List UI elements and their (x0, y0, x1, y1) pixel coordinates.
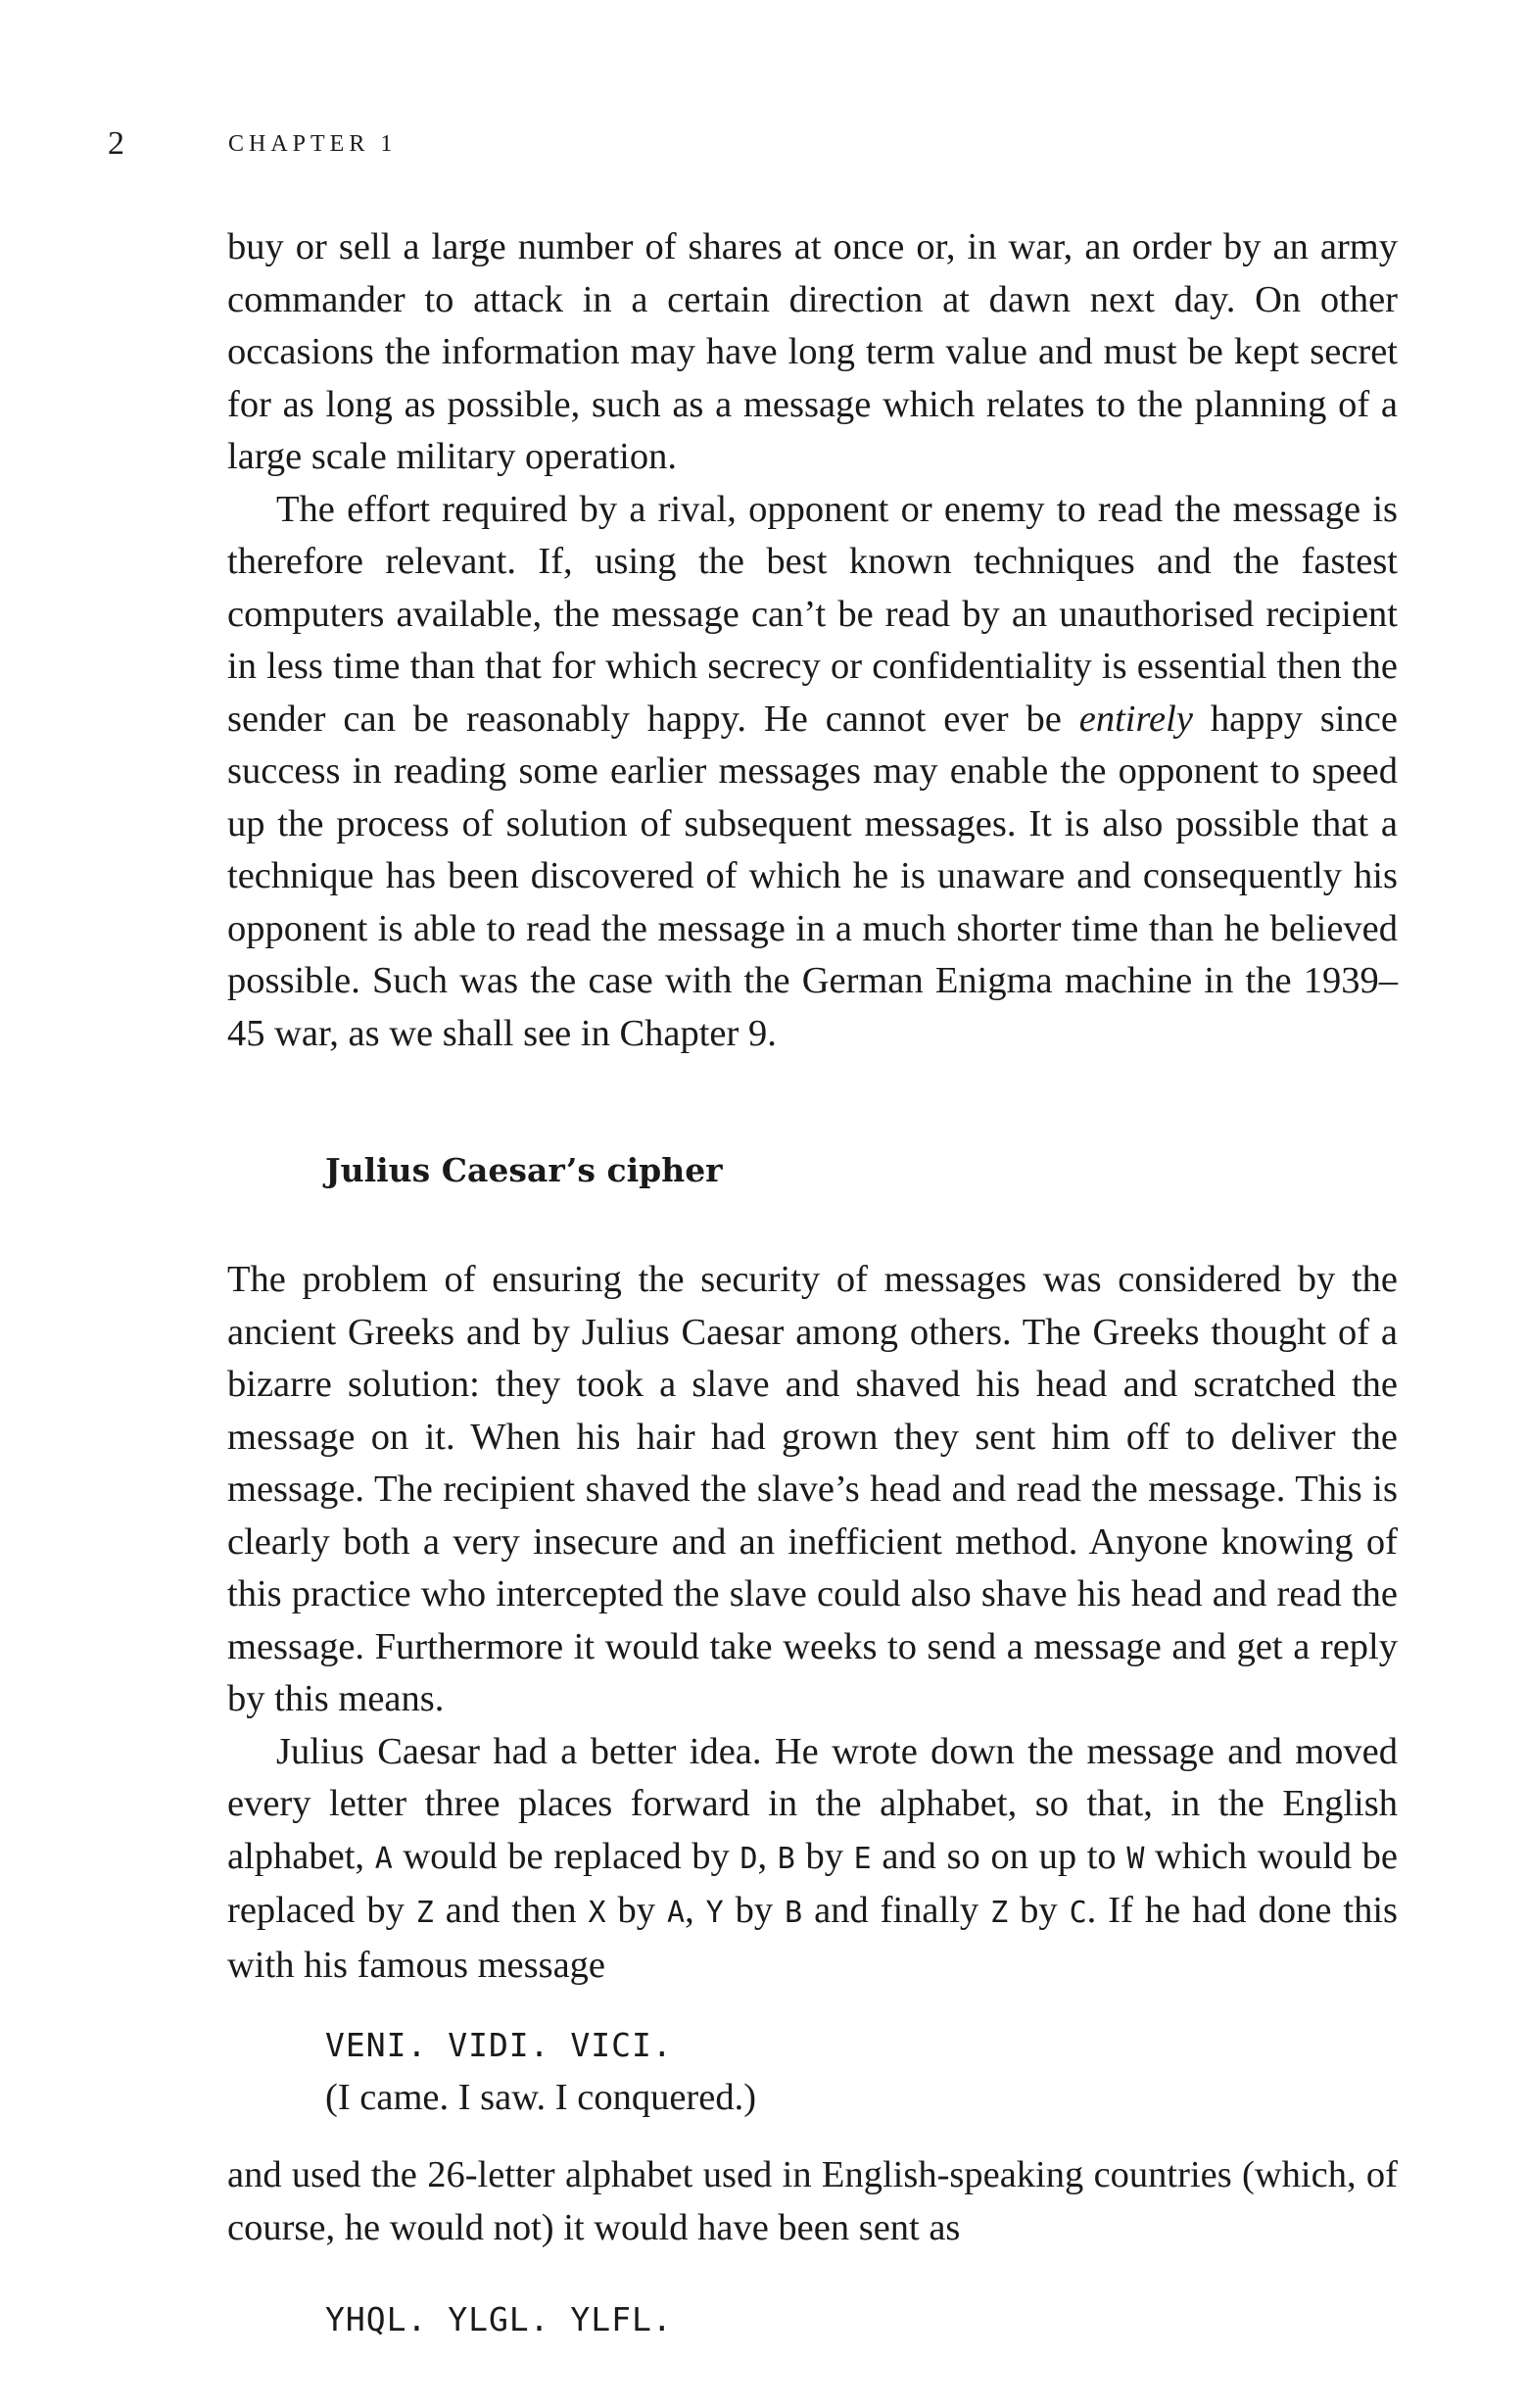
section-heading: Julius Caesar’s cipher (325, 1151, 723, 1189)
paragraph-2: The effort required by a rival, opponent or enemy to read the message is therefore relevant. If, using the best known techniques and the fastest computers available, the message can’t be read by an unauthorised recipient in less time than that for which secrecy or confidentiality is essential then the sender can be reasonably happy. He cannot ever be entirely happy since success in reading some earlier messages may enable the opponent to speed up the process of solution of subsequent messages. It is also possible that a technique has been discovered of which he is unaware and consequently his opponent is able to read the message in a much shorter time than he believed possible. Such was the case with the German Enigma machine in the 1939–45 war, as we shall see in Chapter 9. (227, 488, 1398, 1054)
letter-code: B (785, 1896, 803, 1930)
running-head (108, 125, 1381, 165)
paragraph-4: Julius Caesar had a better idea. He wrote down the message and moved every letter three places forward in the alphabet, so that, in the English alphabet, A would be replaced by D, B by E and so on up to W which would be replaced by Z and then X by A, Y by B and finally Z by C. If he had done this with his famous message (227, 1730, 1399, 1986)
page-number: 2 (108, 125, 124, 162)
letter-code: Y (705, 1896, 724, 1930)
plaintext-display (325, 2019, 1398, 2124)
letter-code: E (853, 1841, 872, 1876)
letter-code: B (777, 1841, 795, 1876)
letter-code: W (1126, 1841, 1145, 1876)
letter-code: Z (415, 1896, 434, 1930)
paragraph-1: buy or sell a large number of shares at once or, in war, an order by an army commander to attack in a certain direction at dawn next day. On other occasions the information may have long term value and must be kept secret for as long as possible, such as a message which relates to the planning of a large scale military operation. (227, 226, 1398, 477)
plaintext-message: VENI. VIDI. VICI. (325, 2026, 673, 2064)
letter-code: A (374, 1841, 393, 1876)
chapter-label: CHAPTER 1 (228, 131, 398, 157)
letter-code: Z (990, 1896, 1009, 1930)
translation: (I came. I saw. I conquered.) (325, 2076, 757, 2118)
body-text (227, 221, 1398, 2346)
letter-code: C (1069, 1896, 1087, 1930)
emphasis-entirely: entirely (1078, 698, 1193, 740)
letter-code: A (667, 1896, 686, 1930)
paragraph-5: and used the 26-letter alphabet used in English-speaking countries (which, of course, he would not) it would have been sent as (227, 2154, 1398, 2248)
letter-code: D (739, 1841, 758, 1876)
paragraph-3: The problem of ensuring the security of messages was considered by the ancient Greeks and by Julius Caesar among others. The Greeks thought of a bizarre solution: they took a slave and shaved his head and scratched the message on it. When his hair had grown they sent him off to deliver the message. The recipient shaved the slave’s head and read the message. This is clearly both a very insecure and an inefficient method. Anyone knowing of this practice who intercepted the slave could also shave his head and read the message. Furthermore it would take weeks to send a message and get a reply by this means. (227, 1259, 1398, 1719)
ciphertext-message: YHQL. YLGL. YLFL. (325, 2300, 673, 2338)
letter-code: X (588, 1896, 606, 1930)
